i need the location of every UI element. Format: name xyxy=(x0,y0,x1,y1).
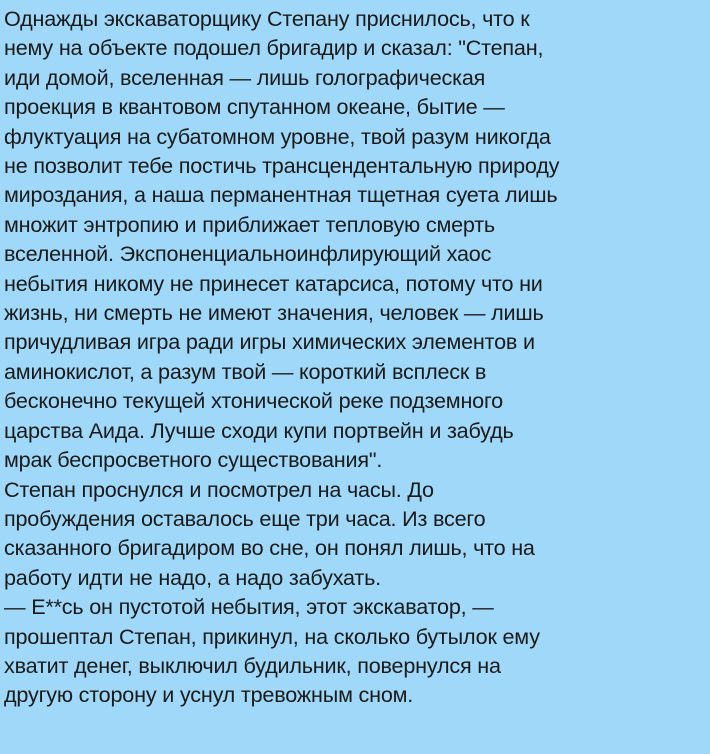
text-line: аминокислот, а разум твой — короткий всплеск в xyxy=(4,358,487,384)
text-line: работу идти не надо, а надо забухать. xyxy=(4,564,381,590)
text-line: нему на объекте подошел бригадир и сказал: "Степан, xyxy=(4,35,544,61)
text-line: Степан проснулся и посмотрел на часы. До xyxy=(4,476,434,502)
text-line: проекция в квантовом спутанном океане, бытие — xyxy=(4,94,505,120)
text-line: Однажды экскаваторщику Степану приснилось, что к xyxy=(4,6,530,31)
text-line: иди домой, вселенная — лишь голографическая xyxy=(4,64,486,90)
text-line: прошептал Степан, прикинул, на сколько бутылок ему xyxy=(4,623,540,649)
text-line: мрак беспросветного существования". xyxy=(4,447,383,473)
text-line: бесконечно текущей хтонической реке подземного xyxy=(4,388,503,414)
text-line: другую сторону и уснул тревожным сном. xyxy=(4,682,414,708)
text-line: флуктуация на субатомном уровне, твой разум никогда xyxy=(4,123,551,149)
text-line: — Е**сь он пустотой небытия, этот экскаватор, — xyxy=(4,594,494,620)
text-line: не позволит тебе постичь трансцендентальную природу xyxy=(4,153,560,179)
text-line: жизнь, ни смерть не имеют значения, человек — лишь xyxy=(4,300,544,326)
text-line: небытия никому не принесет катарсиса, потому что ни xyxy=(4,270,543,296)
text-line: вселенной. Экспоненциальноинфлирующий хаос xyxy=(4,241,492,267)
story-text xyxy=(4,4,708,710)
text-line: причудливая игра ради игры химических элементов и xyxy=(4,329,535,355)
text-line: множит энтропию и приближает тепловую смерть xyxy=(4,211,495,237)
text-line: царства Аида. Лучше сходи купи портвейн и забудь xyxy=(4,417,514,443)
text-line: пробуждения оставалось еще три часа. Из всего xyxy=(4,505,486,531)
text-line: сказанного бригадиром во сне, он понял лишь, что на xyxy=(4,535,535,561)
text-line: мироздания, а наша перманентная тщетная суета лишь xyxy=(4,182,558,208)
text-line: хватит денег, выключил будильник, повернулся на xyxy=(4,652,501,678)
